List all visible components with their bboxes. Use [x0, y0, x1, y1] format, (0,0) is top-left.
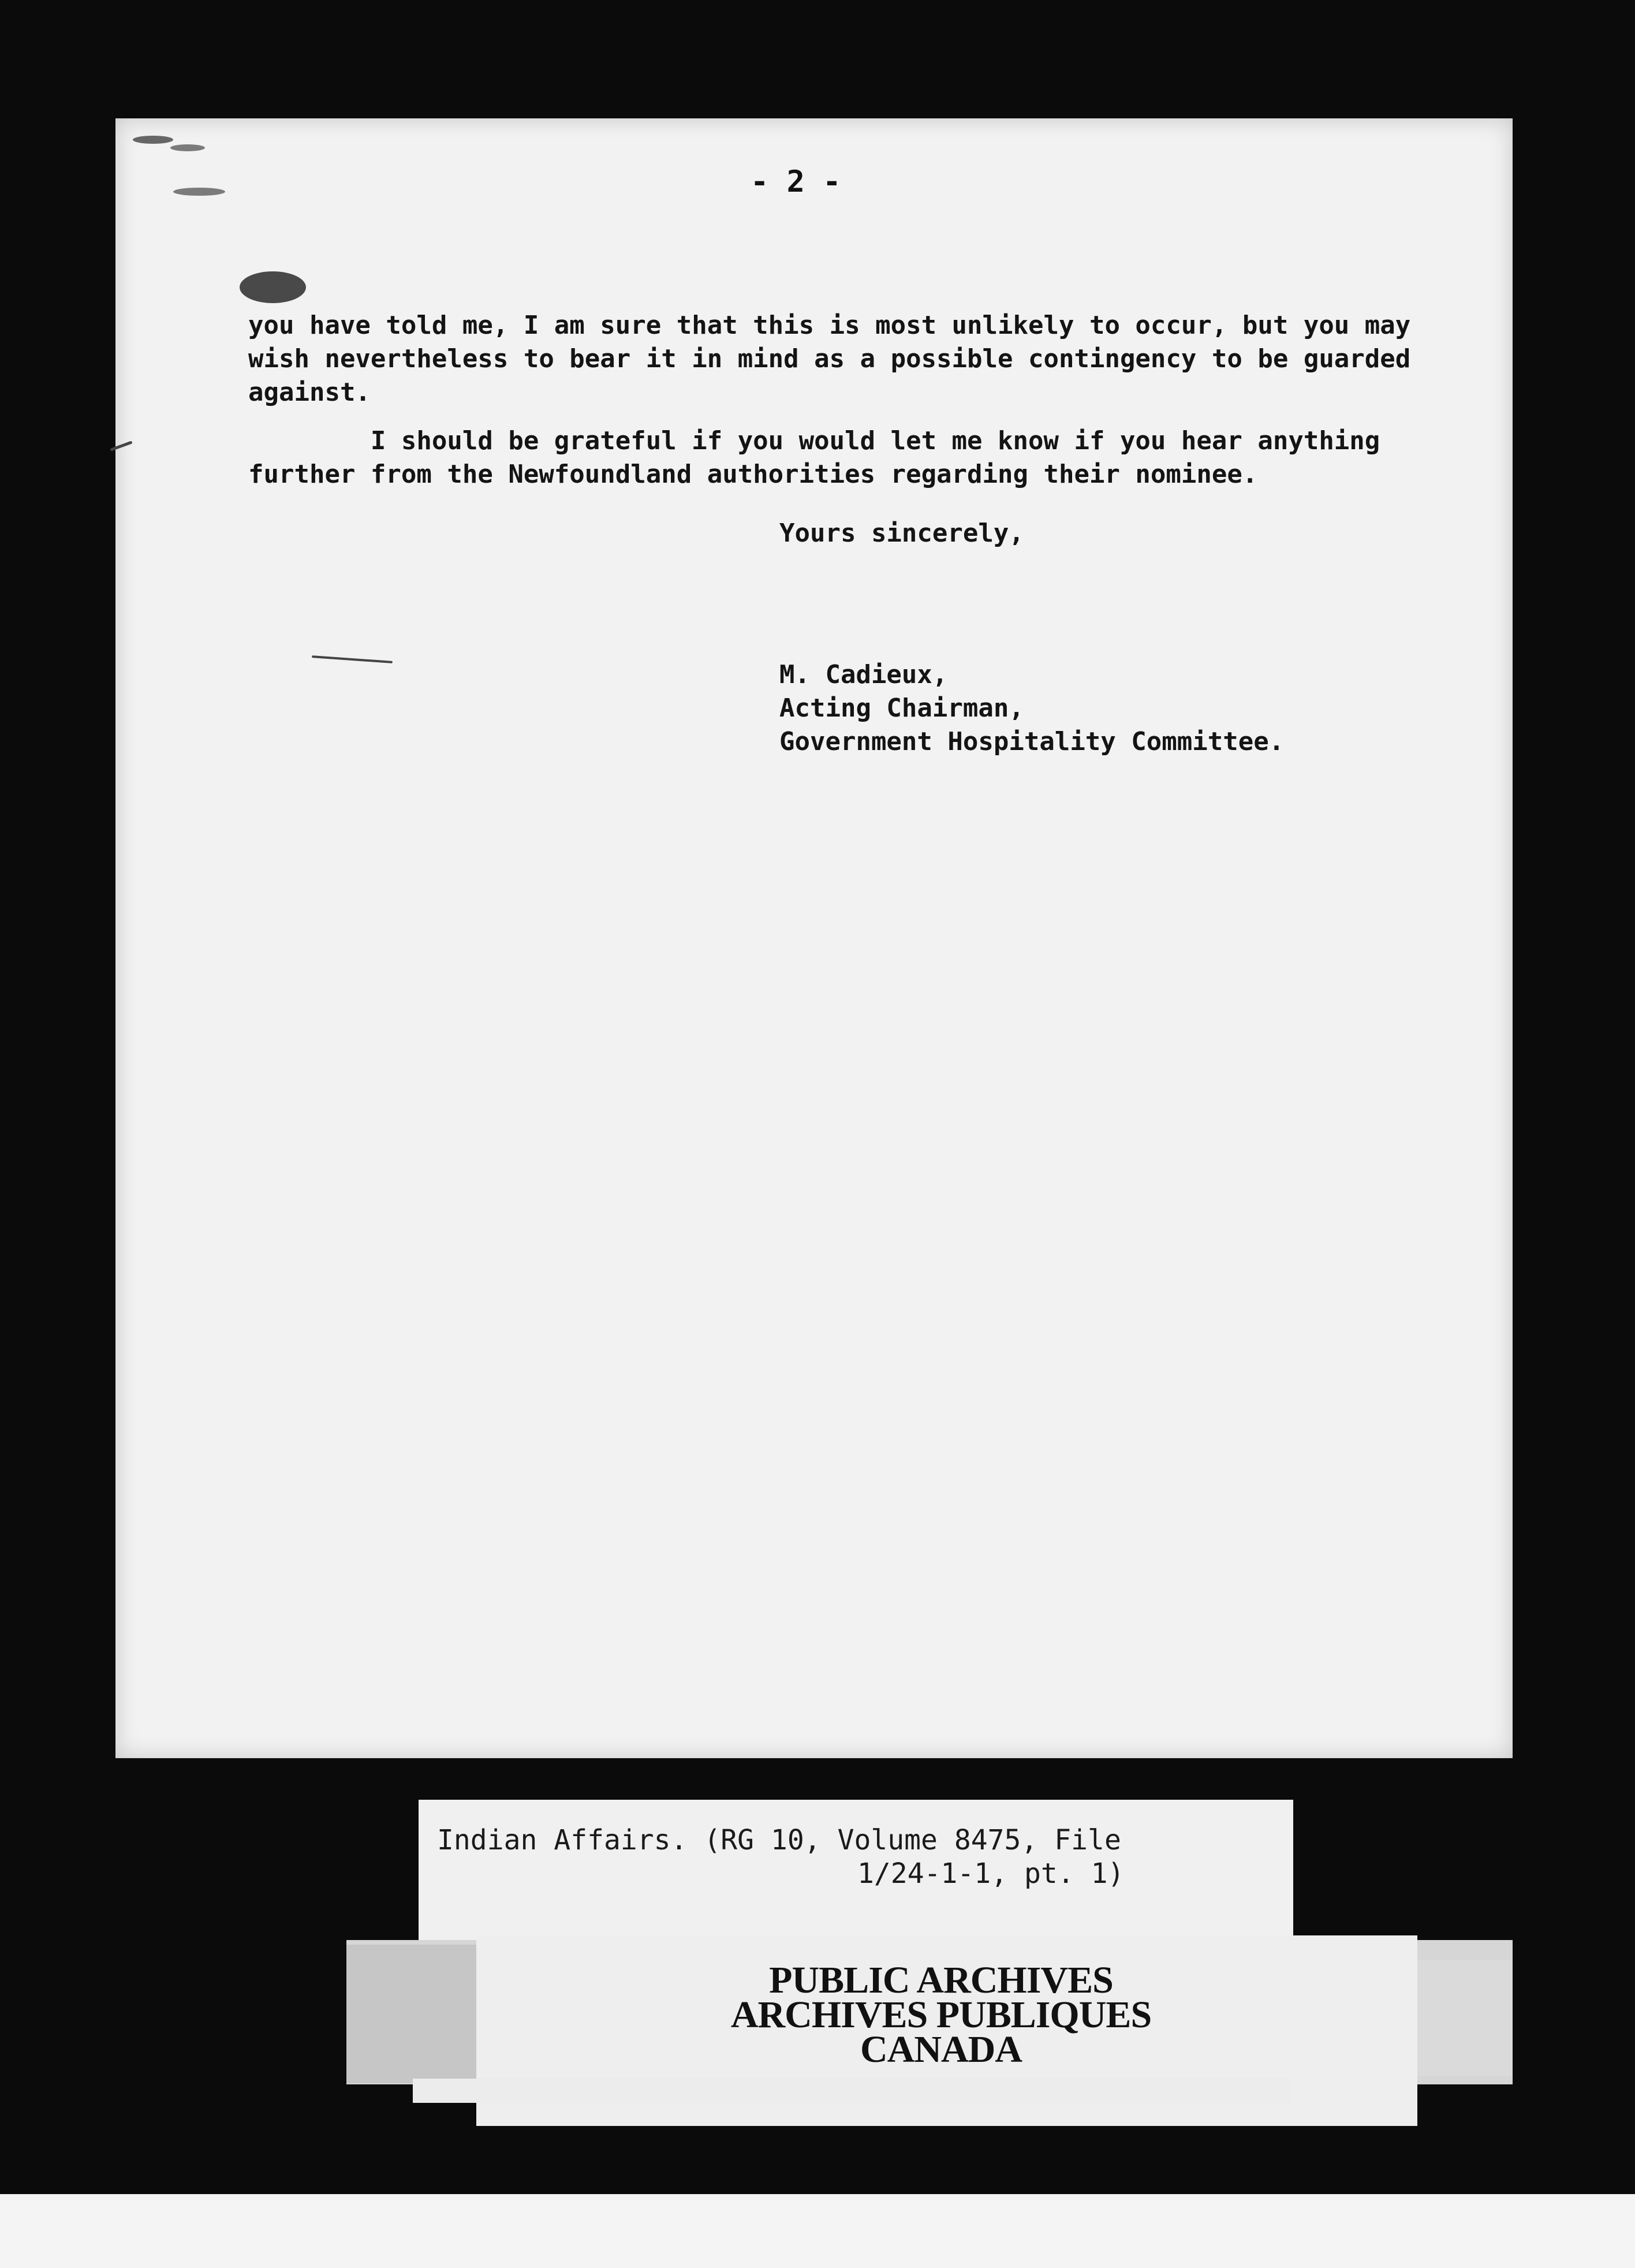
archives-stamp [624, 1959, 1259, 2071]
signature-block [779, 658, 1284, 759]
stamp-line-3: CANADA [860, 2028, 1022, 2071]
stamp-line-1: PUBLIC ARCHIVES [769, 1959, 1113, 2001]
closing: Yours sincerely, [779, 518, 1024, 548]
stamp-line-2: ARCHIVES PUBLIQUES [730, 1994, 1152, 2036]
paragraph-1 [248, 309, 1410, 409]
page-number: - 2 - [751, 165, 841, 199]
signatory-title: Acting Chairman, [779, 693, 1024, 723]
paragraph-2-line-1: I should be grateful if you would let me know if you hear anything [248, 426, 1380, 456]
ink-smudge [133, 136, 173, 144]
ink-smudge [173, 188, 225, 196]
signatory-committee: Government Hospitality Committee. [779, 727, 1285, 756]
ink-smudge [240, 271, 306, 303]
archive-reference-line-2: 1/24-1-1, pt. 1) [857, 1857, 1125, 1890]
paragraph-2-line-2: further from the Newfoundland authorities regarding their nominee. [248, 460, 1258, 489]
bottom-margin-strip [0, 2194, 1635, 2268]
stamp-tab-right [1414, 1960, 1513, 2076]
stamp-bottom-edge [413, 2079, 1290, 2103]
paragraph-1-line-3: against. [248, 378, 371, 407]
paragraph-2 [248, 424, 1380, 491]
ink-smudge [170, 144, 205, 151]
pen-mark [312, 655, 393, 663]
letter-page [115, 118, 1513, 1758]
paragraph-1-line-1: you have told me, I am sure that this is most unlikely to occur, but you may [248, 311, 1411, 340]
margin-mark [110, 441, 132, 451]
paragraph-1-line-2: wish nevertheless to bear it in mind as a possible contingency to be guarded [248, 344, 1411, 374]
archive-reference-line-1: Indian Affairs. (RG 10, Volume 8475, File [437, 1824, 1121, 1856]
signatory-name: M. Cadieux, [779, 660, 948, 689]
stamp-tab-left [346, 1945, 479, 2083]
